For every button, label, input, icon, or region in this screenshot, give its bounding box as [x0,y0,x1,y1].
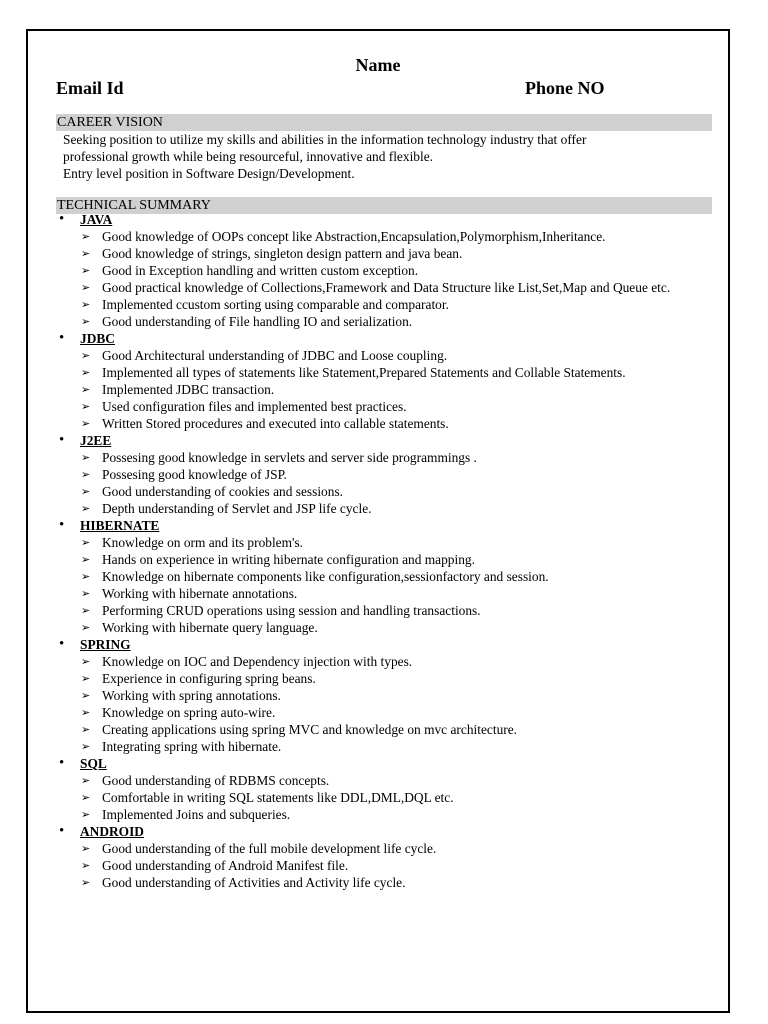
arrow-bullet-icon: ➢ [81,502,91,515]
skill-item-text: Written Stored procedures and executed into callable statements. [102,416,449,431]
skill-item-text: Working with hibernate annotations. [102,586,298,601]
skill-item-text: Working with hibernate query language. [102,620,318,635]
skill-item-text: Good knowledge of strings, singleton design pattern and java bean. [102,246,463,261]
arrow-bullet-icon: ➢ [81,774,91,787]
skill-item [56,568,716,585]
arrow-bullet-icon: ➢ [81,383,91,396]
arrow-bullet-icon: ➢ [81,349,91,362]
skill-item-text: Good understanding of Android Manifest file. [102,858,349,873]
skill-item-text: Creating applications using spring MVC and knowledge on mvc architecture. [102,722,518,737]
skill-group-java [56,211,716,330]
career-vision-heading-text: CAREER VISION [57,115,163,130]
skill-item [56,840,716,857]
skill-item-text: Knowledge on IOC and Dependency injection with types. [102,654,413,669]
skill-item-text: Used configuration files and implemented best practices. [102,399,407,414]
skill-item [56,364,716,381]
skill-item [56,279,716,296]
skill-item-text: Implemented all types of statements like Statement,Prepared Statements and Collable Statements. [102,365,626,380]
skill-item [56,228,716,245]
skill-item-text: Performing CRUD operations using session and handling transactions. [102,603,481,618]
skill-item [56,415,716,432]
skill-group-title: • J2EE [56,432,716,449]
arrow-bullet-icon: ➢ [81,604,91,617]
arrow-bullet-icon: ➢ [81,417,91,430]
skill-item [56,483,716,500]
skill-item-text: Good understanding of Activities and Activity life cycle. [102,875,406,890]
skill-item-text: Possesing good knowledge in servlets and server side programmings . [102,450,477,465]
skill-item-text: Implemented Joins and subqueries. [102,807,291,822]
skill-items [56,228,716,330]
skill-item-text: Experience in configuring spring beans. [102,671,316,686]
arrow-bullet-icon: ➢ [81,451,91,464]
arrow-bullet-icon: ➢ [81,842,91,855]
email-label: Email Id [56,78,124,98]
skill-item [56,653,716,670]
skill-item-text: Good Architectural understanding of JDBC and Loose coupling. [102,348,448,363]
arrow-bullet-icon: ➢ [81,281,91,294]
arrow-bullet-icon: ➢ [81,570,91,583]
skill-items [56,653,716,755]
skill-group-title: • JAVA [56,211,716,228]
arrow-bullet-icon: ➢ [81,366,91,379]
arrow-bullet-icon: ➢ [81,315,91,328]
skill-item-text: Knowledge on spring auto-wire. [102,705,276,720]
skill-item [56,602,716,619]
skill-item [56,398,716,415]
arrow-bullet-icon: ➢ [81,791,91,804]
phone-label: Phone NO [525,78,605,98]
skill-item [56,313,716,330]
arrow-bullet-icon: ➢ [81,689,91,702]
career-vision-heading [56,114,712,131]
skill-items [56,534,716,636]
arrow-bullet-icon: ➢ [81,876,91,889]
skill-item-text: Integrating spring with hibernate. [102,739,282,754]
arrow-bullet-icon: ➢ [81,247,91,260]
skill-group-sql [56,755,716,823]
skill-item [56,738,716,755]
technical-summary-heading-text: TECHNICAL SUMMARY [57,198,211,213]
skill-item [56,296,716,313]
arrow-bullet-icon: ➢ [81,298,91,311]
arrow-bullet-icon: ➢ [81,672,91,685]
skill-item [56,585,716,602]
skill-item-text: Good practical knowledge of Collections,Framework and Data Structure like List,Set,Map and Queue etc. [102,280,671,295]
skill-group-android [56,823,716,891]
career-vision-text [63,131,703,182]
skill-item [56,500,716,517]
skill-item [56,721,716,738]
arrow-bullet-icon: ➢ [81,485,91,498]
arrow-bullet-icon: ➢ [81,587,91,600]
skill-item-text: Possesing good knowledge of JSP. [102,467,287,482]
skill-group-hibernate [56,517,716,636]
skill-items [56,347,716,432]
skill-item-text: Comfortable in writing SQL statements like DDL,DML,DQL etc. [102,790,454,805]
arrow-bullet-icon: ➢ [81,723,91,736]
skill-item-text: Implemented JDBC transaction. [102,382,275,397]
skill-item-text: Good knowledge of OOPs concept like Abstraction,Encapsulation,Polymorphism,Inheritance. [102,229,606,244]
skill-item [56,262,716,279]
skill-item [56,347,716,364]
skill-item [56,449,716,466]
skill-group-title: • HIBERNATE [56,517,716,534]
skill-item [56,874,716,891]
arrow-bullet-icon: ➢ [81,859,91,872]
arrow-bullet-icon: ➢ [81,808,91,821]
skill-item-text: Working with spring annotations. [102,688,281,703]
technical-summary-list [56,211,716,891]
arrow-bullet-icon: ➢ [81,468,91,481]
skill-group-title: • JDBC [56,330,716,347]
skill-item-text: Good understanding of cookies and sessions. [102,484,343,499]
skill-item [56,670,716,687]
career-vision-line: professional growth while being resourceful, innovative and flexible. [63,149,433,164]
skill-group-spring [56,636,716,755]
skill-item-text: Knowledge on hibernate components like configuration,sessionfactory and session. [102,569,549,584]
skill-item [56,789,716,806]
skill-item [56,381,716,398]
resume-page [26,29,730,1013]
skill-item [56,534,716,551]
skill-item [56,687,716,704]
skill-group-title: • ANDROID [56,823,716,840]
skill-item-text: Good understanding of File handling IO and serialization. [102,314,413,329]
candidate-name: Name [355,55,401,75]
career-vision-line: Entry level position in Software Design/Development. [63,166,355,181]
arrow-bullet-icon: ➢ [81,706,91,719]
arrow-bullet-icon: ➢ [81,740,91,753]
skill-group-title: • SQL [56,755,716,772]
skill-item [56,619,716,636]
skill-item-text: Knowledge on orm and its problem's. [102,535,304,550]
arrow-bullet-icon: ➢ [81,264,91,277]
skill-item-text: Good in Exception handling and written custom exception. [102,263,419,278]
skill-item [56,466,716,483]
skill-item-text: Good understanding of RDBMS concepts. [102,773,330,788]
skill-item-text: Hands on experience in writing hibernate configuration and mapping. [102,552,475,567]
skill-group-j2ee [56,432,716,517]
arrow-bullet-icon: ➢ [81,230,91,243]
skill-item [56,857,716,874]
skill-item [56,551,716,568]
skill-items [56,772,716,823]
skill-item [56,704,716,721]
skill-item [56,806,716,823]
skill-item-text: Implemented ccustom sorting using comparable and comparator. [102,297,449,312]
skill-items [56,449,716,517]
skill-item [56,245,716,262]
arrow-bullet-icon: ➢ [81,553,91,566]
skill-item [56,772,716,789]
skill-group-title: • SPRING [56,636,716,653]
skill-item-text: Depth understanding of Servlet and JSP life cycle. [102,501,372,516]
arrow-bullet-icon: ➢ [81,621,91,634]
arrow-bullet-icon: ➢ [81,400,91,413]
skill-items [56,840,716,891]
career-vision-line: Seeking position to utilize my skills and abilities in the information technology industry that offer [63,132,587,147]
skill-group-jdbc [56,330,716,432]
arrow-bullet-icon: ➢ [81,655,91,668]
arrow-bullet-icon: ➢ [81,536,91,549]
skill-item-text: Good understanding of the full mobile development life cycle. [102,841,437,856]
